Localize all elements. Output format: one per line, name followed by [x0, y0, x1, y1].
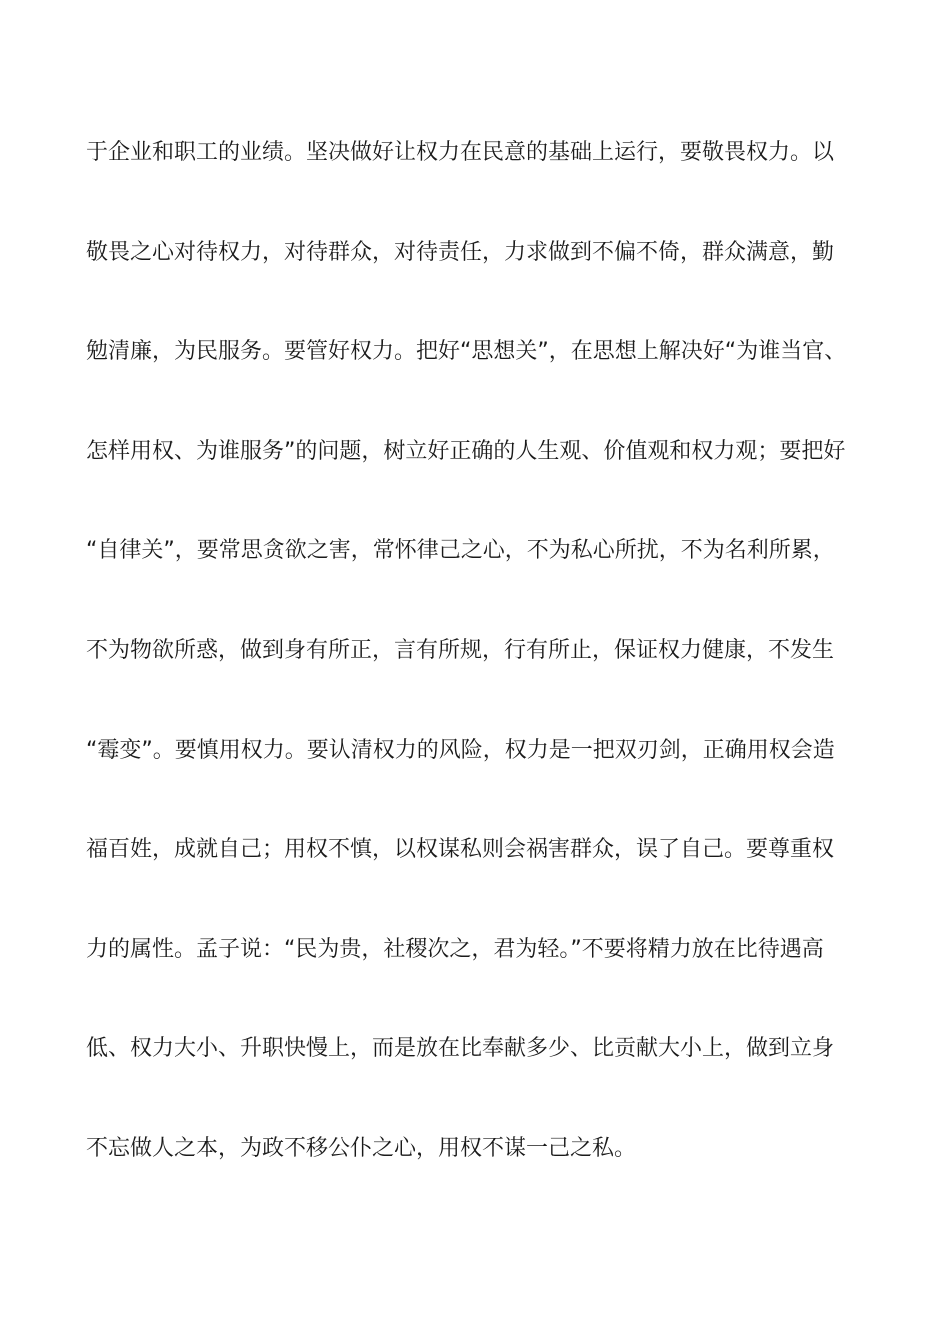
text-line: 于企业和职工的业绩。坚决做好让权力在民意的基础上运行，要敬畏权力。以	[86, 140, 835, 165]
text-line: 低、权力大小、升职快慢上，而是放在比奉献多少、比贡献大小上，做到立身	[86, 1036, 835, 1062]
body-paragraph	[86, 128, 886, 1224]
text-line: 福百姓，成就自己；用权不慎，以权谋私则会祸害群众，误了自己。要尊重权	[86, 837, 835, 863]
text-line: 敬畏之心对待权力，对待群众，对待责任，力求做到不偏不倚，群众满意，勤	[86, 239, 835, 265]
text-line: 不忘做人之本，为政不移公仆之心，用权不谋一己之私。	[86, 1135, 637, 1161]
text-line: “霉变”。要慎用权力。要认清权力的风险，权力是一把双刃剑，正确用权会造	[86, 737, 835, 763]
text-line: “自律关”，要常思贪欲之害，常怀律己之心，不为私心所扰，不为名利所累，	[86, 538, 835, 564]
text-line: 勉清廉，为民服务。要管好权力。把好“思想关”，在思想上解决好“为谁当官、	[86, 339, 847, 365]
text-line: 力的属性。孟子说：“民为贵，社稷次之，君为轻。”不要将精力放在比待遇高	[86, 936, 824, 962]
text-line: 不为物欲所惑，做到身有所正，言有所规，行有所止，保证权力健康，不发生	[86, 637, 835, 663]
text-line: 怎样用权、为谁服务”的问题，树立好正确的人生观、价值观和权力观；要把好	[86, 438, 846, 464]
